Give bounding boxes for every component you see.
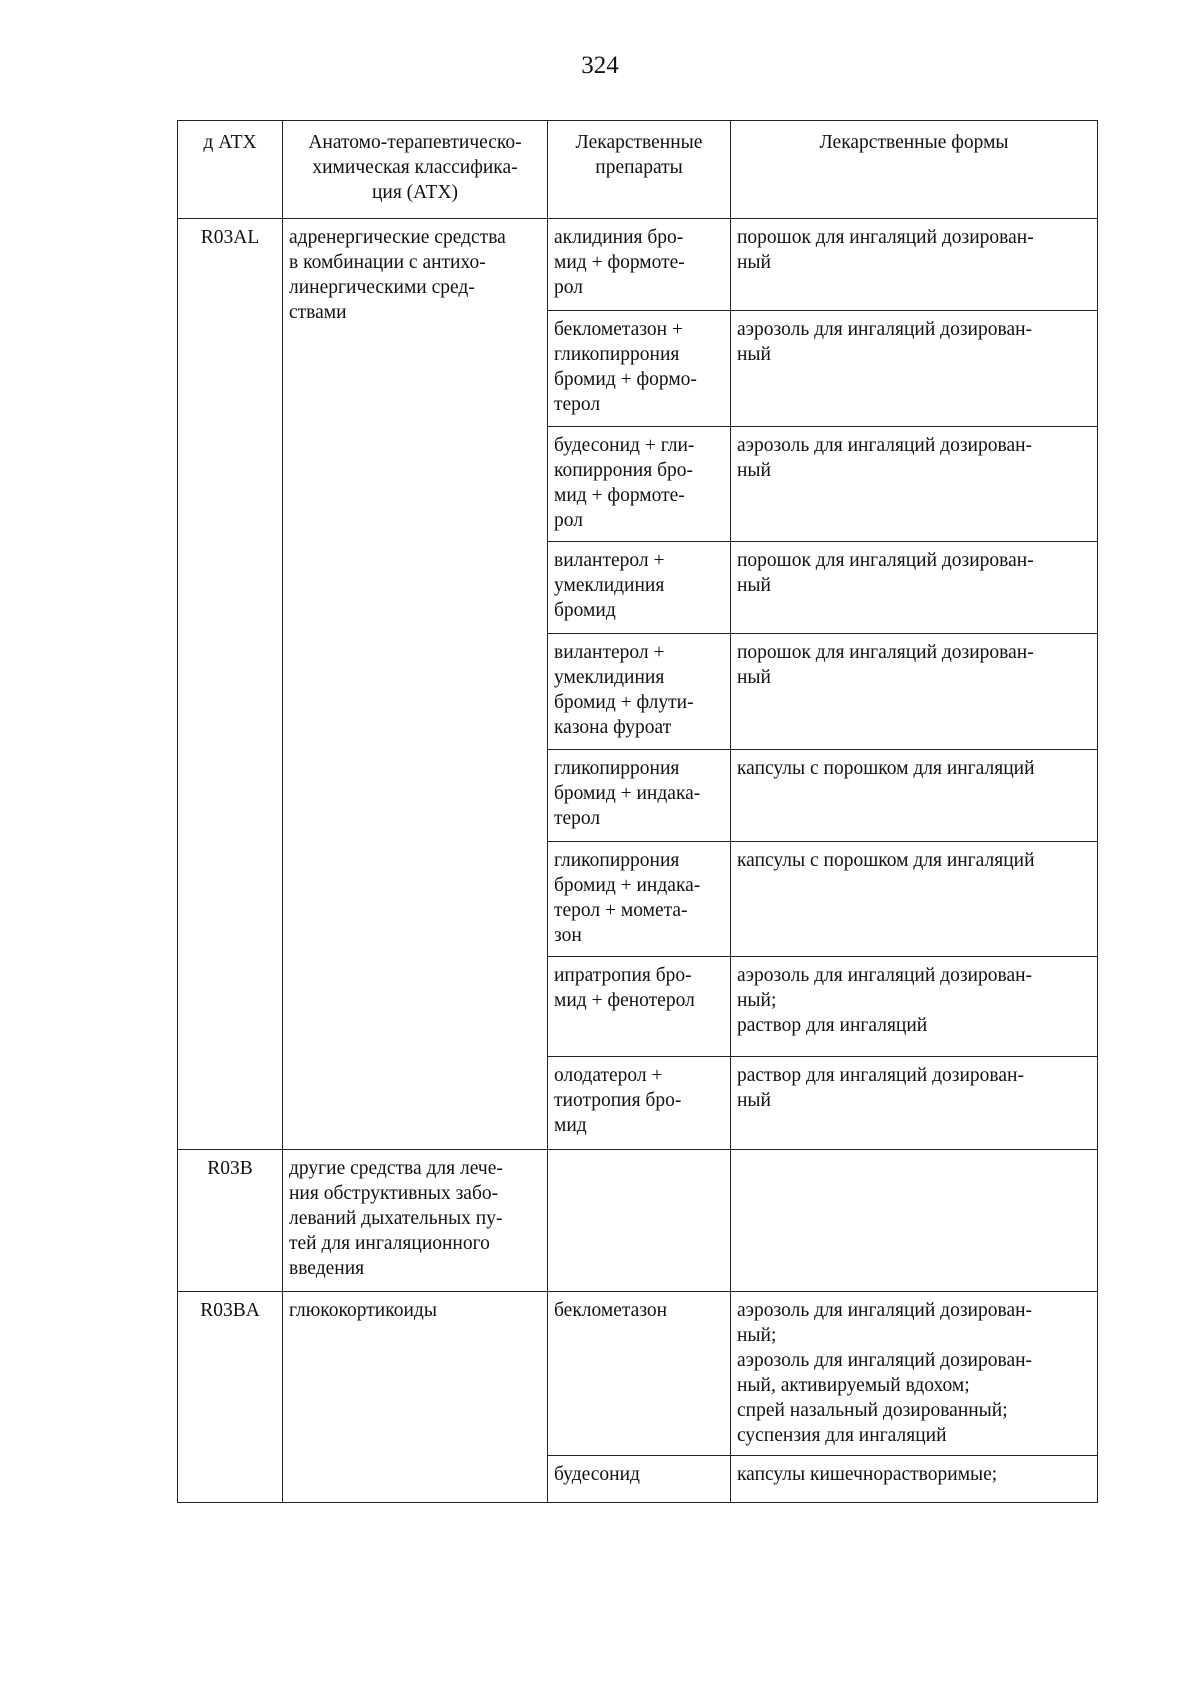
table-row [178, 219, 1098, 311]
drug-cell [548, 1150, 731, 1292]
form-cell: капсулы с порошком для ингаляций [731, 750, 1098, 842]
form-cell: аэрозоль для ингаляций дозирован- ный; раствор для ингаляций [731, 957, 1098, 1057]
table-row [178, 1292, 1098, 1456]
drug-cell: будесонид [548, 1456, 731, 1503]
atx-name-cell: глюкокортикоиды [283, 1292, 548, 1503]
form-cell: аэрозоль для ингаляций дозирован- ный; аэрозоль для ингаляций дозирован- ный, активируемый вдохом; спрей назальный дозированный; суспензия для ингаляций [731, 1292, 1098, 1456]
page-number: 324 [581, 52, 619, 79]
header-forms: Лекарственные формы [731, 121, 1098, 219]
header-classification: Анатомо-терапевтическо- химическая классифика- ция (АТХ) [283, 121, 548, 219]
drug-cell: беклометазон [548, 1292, 731, 1456]
drug-cell: будесонид + гли- копиррония бро- мид + формоте- рол [548, 427, 731, 542]
drug-cell: гликопиррония бромид + индака- терол + момета- зон [548, 842, 731, 957]
form-cell: порошок для ингаляций дозирован- ный [731, 542, 1098, 634]
header-drugs: Лекарственные препараты [548, 121, 731, 219]
form-cell: порошок для ингаляций дозирован- ный [731, 219, 1098, 311]
form-cell: раствор для ингаляций дозирован- ный [731, 1057, 1098, 1150]
table-row [178, 1150, 1098, 1292]
drug-cell: олодатерол + тиотропия бро- мид [548, 1057, 731, 1150]
drug-cell: вилантерол + умеклидиния бромид [548, 542, 731, 634]
form-cell: порошок для ингаляций дозирован- ный [731, 634, 1098, 750]
form-cell: капсулы с порошком для ингаляций [731, 842, 1098, 957]
atx-name-cell: другие средства для лече- ния обструктивных забо- леваний дыхательных пу- тей для ингаляционного введения [283, 1150, 548, 1292]
form-cell: аэрозоль для ингаляций дозирован- ный [731, 311, 1098, 427]
atx-name-cell: адренергические средства в комбинации с антихо- линергическими сред- ствами [283, 219, 548, 1150]
atx-code-cell: R03BA [178, 1292, 283, 1503]
drug-cell: вилантерол + умеклидиния бромид + флути- казона фуроат [548, 634, 731, 750]
drug-cell: гликопиррония бромид + индака- терол [548, 750, 731, 842]
drug-cell: беклометазон + гликопиррония бромид + формо- терол [548, 311, 731, 427]
atx-table [177, 120, 1098, 1503]
atx-code-cell: R03B [178, 1150, 283, 1292]
atx-code-cell: R03AL [178, 219, 283, 1150]
form-cell [731, 1150, 1098, 1292]
drug-cell: аклидиния бро- мид + формоте- рол [548, 219, 731, 311]
form-cell: аэрозоль для ингаляций дозирован- ный [731, 427, 1098, 542]
drug-cell: ипратропия бро- мид + фенотерол [548, 957, 731, 1057]
form-cell: капсулы кишечнорастворимые; [731, 1456, 1098, 1503]
header-code: д АТХ [178, 121, 283, 219]
table-header-row [178, 121, 1098, 219]
